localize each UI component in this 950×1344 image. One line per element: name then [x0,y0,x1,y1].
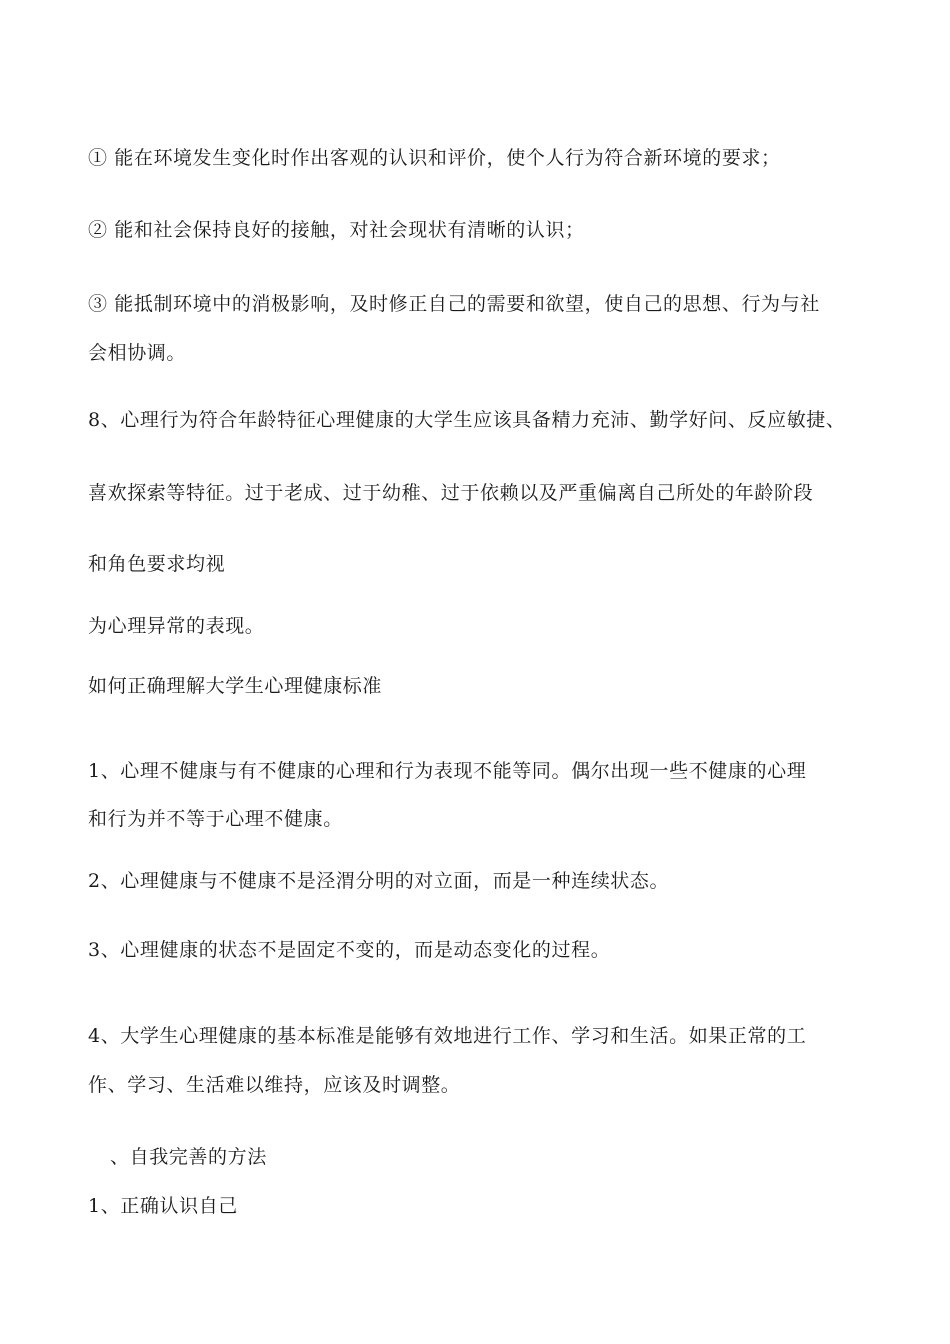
text-line-point-1: 1、心理不健康与有不健康的心理和行为表现不能等同。偶尔出现一些不健康的心理 [88,760,807,782]
text-line-point-2: 2、心理健康与不健康不是泾渭分明的对立面，而是一种连续状态。 [88,870,670,892]
text-line-point-4: 4、大学生心理健康的基本标准是能够有效地进行工作、学习和生活。如果正常的工 [88,1025,807,1047]
text-line-item-8: 8、心理行为符合年龄特征心理健康的大学生应该具备精力充沛、勤学好问、反应敏捷、 [88,409,846,431]
text-line-item-8-cont-3: 为心理异常的表现。 [88,615,265,637]
text-line-point-1-cont: 和行为并不等于心理不健康。 [88,808,343,830]
text-line-social-contact: ② 能和社会保持良好的接触，对社会现状有清晰的认识； [88,219,585,241]
text-line-know-yourself: 1、正确认识自己 [88,1195,238,1217]
text-line-resist-negative-cont: 会相协调。 [88,342,187,364]
text-line-point-3: 3、心理健康的状态不是固定不变的，而是动态变化的过程。 [88,939,611,961]
text-line-resist-negative: ③ 能抵制环境中的消极影响，及时修正自己的需要和欲望，使自己的思想、行为与社 [88,293,820,315]
text-line-item-8-cont-2: 和角色要求均视 [88,553,226,575]
text-line-adapt-environment: ① 能在环境发生变化时作出客观的认识和评价，使个人行为符合新环境的要求； [88,147,781,169]
section-heading-self-improvement: 、自我完善的方法 [110,1146,267,1168]
text-line-point-4-cont: 作、学习、生活难以维持，应该及时调整。 [88,1074,461,1096]
text-line-item-8-cont-1: 喜欢探索等特征。过于老成、过于幼稚、过于依赖以及严重偏离自己所处的年龄阶段 [88,482,814,504]
section-heading-understanding: 如何正确理解大学生心理健康标准 [88,675,383,697]
